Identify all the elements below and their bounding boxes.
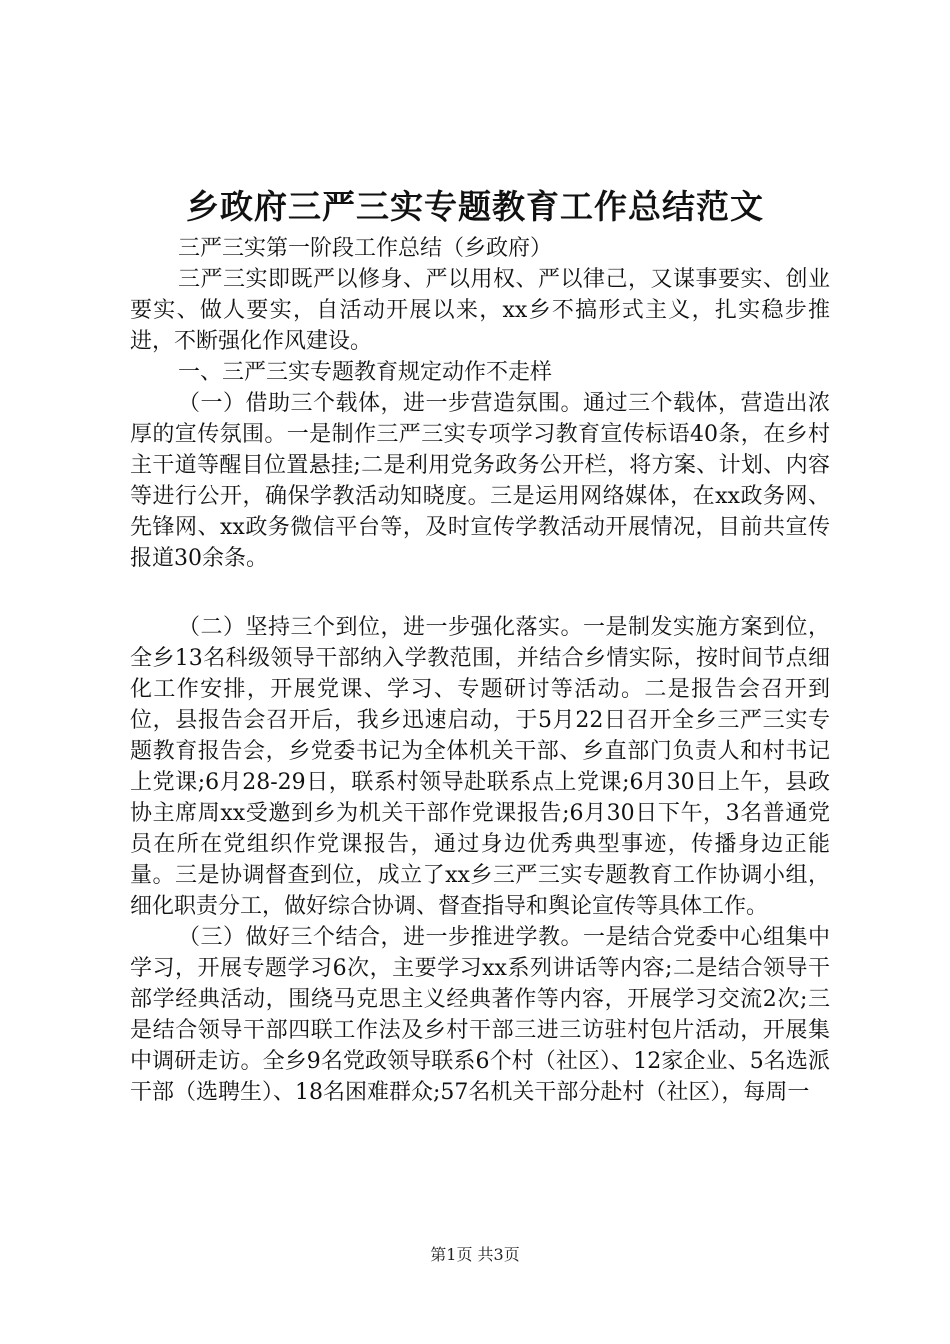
document-title: 乡政府三严三实专题教育工作总结范文 xyxy=(186,187,764,226)
page-footer: 第1页 共3页 xyxy=(430,1245,520,1264)
section-heading: 一、三严三实专题教育规定动作不走样 xyxy=(178,360,553,385)
paragraph-carriers: （一）借助三个载体，进一步营造氛围。通过三个载体，营造出浓厚的宣传氛围。一是制作三严三实专项学习教育宣传标语40条，在乡村主干道等醒目位置悬挂;二是利用党务政务公开栏，将方案、计划、内容等进行公开，确保学教活动知晓度。三是运用网络媒体，在xx政务网、先锋网、xx政务微信平台等，及时宣传学教活动开展情况，目前共宣传报道30余条。 xyxy=(130,391,830,571)
section-subtitle: 三严三实第一阶段工作总结（乡政府） xyxy=(178,236,553,261)
document-body xyxy=(130,233,830,1108)
paragraph-implementation: （二）坚持三个到位，进一步强化落实。一是制发实施方案到位，全乡13名科级领导干部纳入学教范围，并结合乡情实际，按时间节点细化工作安排，开展党课、学习、专题研讨等活动。二是报告会召开到位，县报告会召开后，我乡迅速启动，于5月22日召开全乡三严三实专题教育报告会，乡党委书记为全体机关干部、乡直部门负责人和村书记上党课;6月28-29日，联系村领导赴联系点上党课;6月30日上午，县政协主席周xx受邀到乡为机关干部作党课报告;6月30日下午，3名普通党员在所在党组织作党课报告，通过身边优秀典型事迹，传播身边正能量。三是协调督查到位，成立了xx乡三严三实专题教育工作协调小组，细化职责分工，做好综合协调、督查指导和舆论宣传等具体工作。 xyxy=(130,615,830,919)
intro-paragraph: 三严三实即既严以修身、严以用权、严以律己，又谋事要实、创业要实、做人要实，自活动开展以来，xx乡不搞形式主义，扎实稳步推进，不断强化作风建设。 xyxy=(130,267,830,354)
paragraph-combination: （三）做好三个结合，进一步推进学教。一是结合党委中心组集中学习，开展专题学习6次，主要学习xx系列讲话等内容;二是结合领导干部学经典活动，围绕马克思主义经典著作等内容，开展学习交流2次;三是结合领导干部四联工作法及乡村干部三进三访驻村包片活动，开展集中调研走访。全乡9名党政领导联系6个村（社区）、12家企业、5名选派干部（选聘生）、18名困难群众;57名机关干部分赴村（社区），每周一 xyxy=(130,925,830,1105)
